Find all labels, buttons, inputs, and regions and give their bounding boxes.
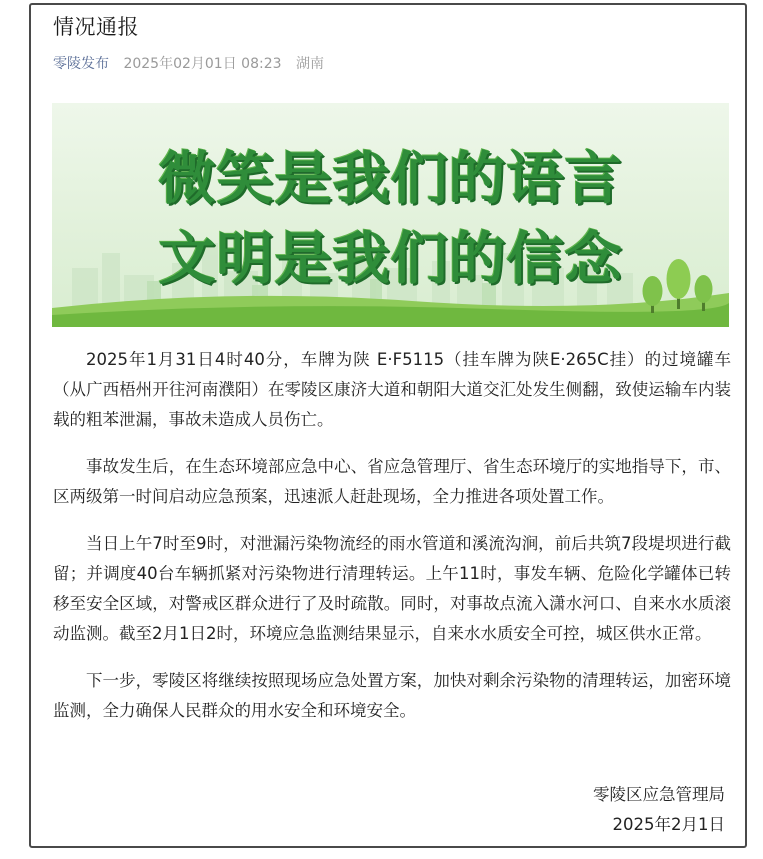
article-title: 情况通报 — [53, 15, 139, 39]
article-frame — [29, 3, 747, 848]
publish-location: 湖南 — [295, 56, 324, 72]
signature-date: 2025年2月1日 — [612, 815, 725, 834]
source-link[interactable]: 零陵发布 — [53, 56, 109, 72]
banner-image — [52, 103, 729, 327]
paragraph: 下一步，零陵区将继续按照现场应急处置方案，加快对剩余污染物的清理转运，加密环境监测，全力确保人民群众的用水安全和环境安全。 — [53, 671, 731, 720]
banner-slogan-line-2: 文明是我们的信念 — [158, 226, 623, 292]
article-meta — [53, 53, 324, 73]
banner-slogan-line-1: 微笑是我们的语言 — [158, 146, 623, 212]
paragraph: 事故发生后，在生态环境部应急中心、省应急管理厅、省生态环境厅的实地指导下，市、区两级第一时间启动应急预案，迅速派人赶赴现场，全力推进各项处置工作。 — [53, 457, 731, 506]
paragraph: 当日上午7时至9时，对泄漏污染物流经的雨水管道和溪流沟涧，前后共筑7段堤坝进行截留；并调度40台车辆抓紧对污染物进行清理转运。上午11时，事发车辆、危险化学罐体已转移至安全区域，对警戒区群众进行了及时疏散。同时，对事故点流入潇水河口、自来水水质滚动监测。截至2月1日2时，环境应急监测结果显示，自来水水质安全可控，城区供水正常。 — [53, 534, 731, 643]
signature-org: 零陵区应急管理局 — [593, 785, 725, 804]
publish-time: 2025年02月01日 08:23 — [123, 56, 282, 72]
paragraph: 2025年1月31日4时40分，车牌为陕 E·F5115（挂车牌为陕E·265C挂）的过境罐车（从广西梧州开往河南濮阳）在零陵区康济大道和朝阳大道交汇处发生侧翻，致使运输车内装载的粗苯泄漏，事故未造成人员伤亡。 — [53, 350, 731, 429]
article-body — [53, 345, 731, 743]
signature-block — [593, 780, 725, 840]
